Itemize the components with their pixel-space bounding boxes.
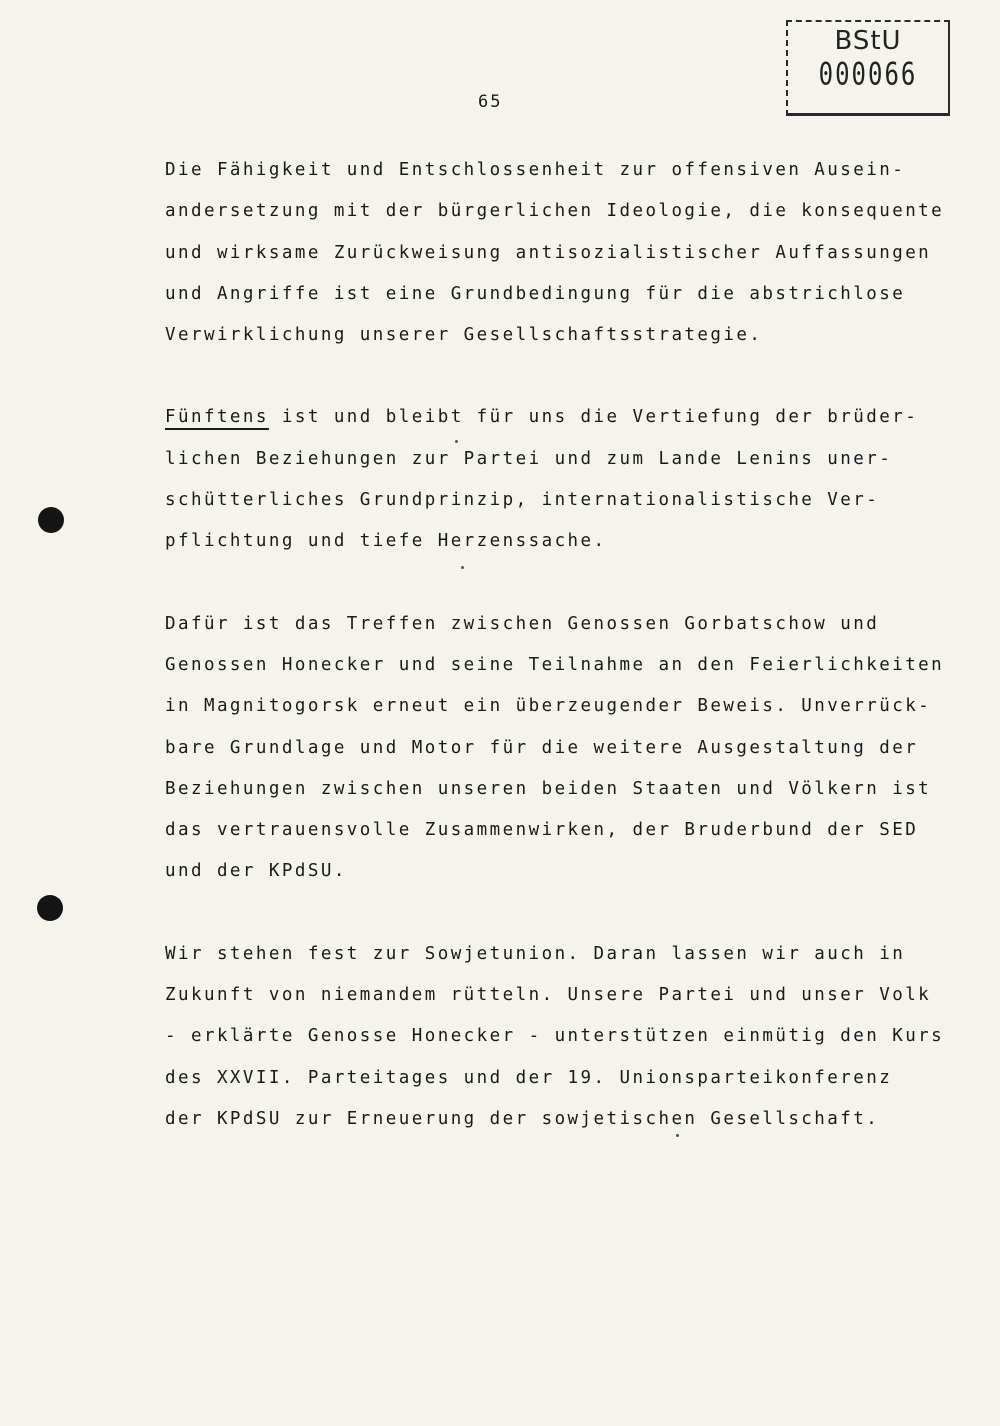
paragraph-3 bbox=[165, 604, 945, 893]
text-line: das vertrauensvolle Zusammenwirken, der Bruderbund der SED bbox=[165, 820, 919, 841]
text-line: Die Fähigkeit und Entschlossenheit zur offensiven Ausein- bbox=[165, 160, 906, 180]
text-line: pflichtung und tiefe Herzenssache. bbox=[165, 531, 607, 552]
archive-stamp bbox=[786, 20, 950, 116]
underlined-keyword: Fünftens bbox=[165, 407, 269, 428]
text-line: und der KPdSU. bbox=[165, 861, 347, 882]
text-line: andersetzung mit der bürgerlichen Ideologie, die konsequente bbox=[165, 201, 945, 222]
paragraph-1 bbox=[165, 150, 945, 356]
text-line: der KPdSU zur Erneuerung der sowjetischen Gesellschaft. bbox=[165, 1108, 880, 1129]
text-line: Wir stehen fest zur Sowjetunion. Daran lassen wir auch in bbox=[165, 943, 906, 964]
text-line: Zukunft von niemandem rütteln. Unsere Partei und unser Volk bbox=[165, 985, 932, 1006]
paragraph-2 bbox=[165, 397, 925, 562]
text-line: lichen Beziehungen zur Partei und zum Lande Lenins uner- bbox=[165, 448, 893, 469]
paper-speck bbox=[461, 566, 464, 569]
text-line: Beziehungen zwischen unseren beiden Staaten und Völkern ist bbox=[165, 778, 932, 799]
text-line: des XXVII. Parteitages und der 19. Unionsparteikonferenz bbox=[165, 1067, 893, 1088]
text-line-rest: ist und bleibt für uns die Vertiefung der brüder- bbox=[268, 407, 919, 428]
text-line: bare Grundlage und Motor für die weitere Ausgestaltung der bbox=[165, 737, 919, 758]
text-line: in Magnitogorsk erneut ein überzeugender Beweis. Unverrück- bbox=[165, 696, 932, 717]
text-line: - erklärte Genosse Honecker - unterstützen einmütig den Kurs bbox=[165, 1026, 945, 1047]
text-line: Genossen Honecker und seine Teilnahme an den Feierlichkeiten bbox=[165, 654, 945, 675]
text-line: Verwirklichung unserer Gesellschaftsstrategie. bbox=[165, 325, 763, 346]
paper-speck bbox=[455, 440, 458, 443]
text-line: und wirksame Zurückweisung antisozialistischer Auffassungen bbox=[165, 242, 932, 263]
text-line: schütterliches Grundprinzip, internationalistische Ver- bbox=[165, 490, 880, 511]
punch-hole bbox=[37, 895, 63, 921]
text-line: und Angriffe ist eine Grundbedingung für die abstrichlose bbox=[165, 283, 906, 304]
text-line bbox=[165, 397, 925, 438]
punch-hole bbox=[38, 507, 64, 533]
text-line: Dafür ist das Treffen zwischen Genossen Gorbatschow und bbox=[165, 613, 880, 634]
page-number: 65 bbox=[478, 92, 503, 112]
stamp-agency: BStU bbox=[834, 26, 902, 56]
document-body bbox=[165, 150, 945, 1181]
stamp-number: 000066 bbox=[818, 55, 918, 93]
paper-speck bbox=[676, 1134, 679, 1137]
paragraph-4 bbox=[165, 934, 945, 1140]
